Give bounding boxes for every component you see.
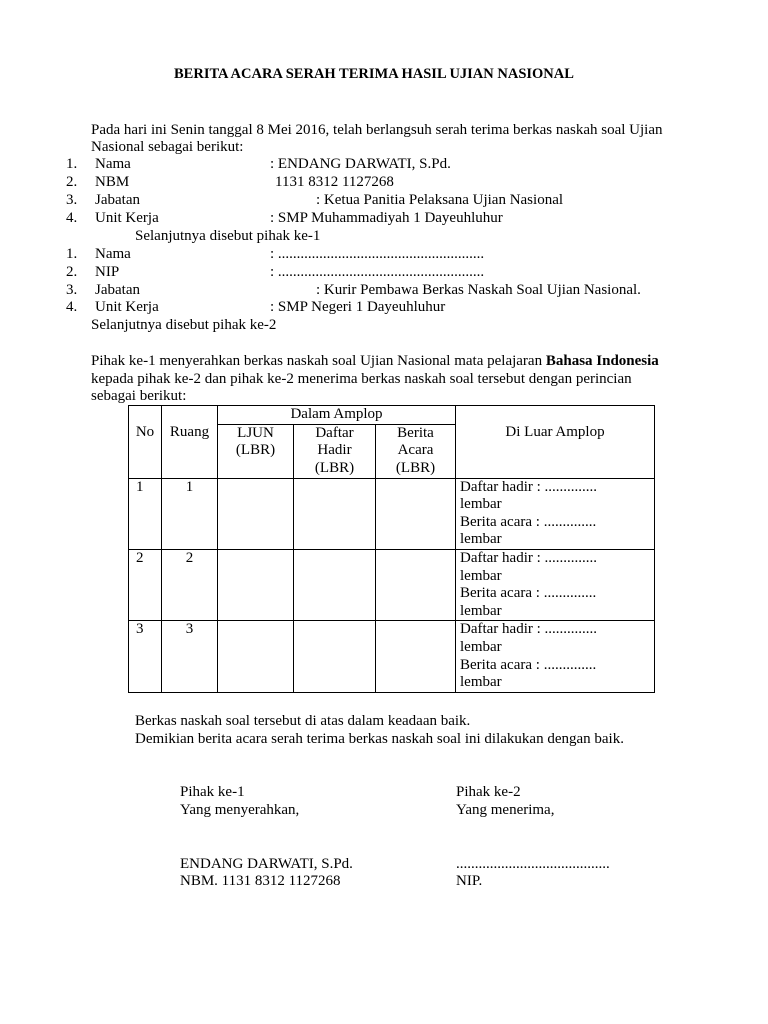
cell-ljun bbox=[218, 478, 294, 549]
field-value: : Ketua Panitia Pelaksana Ujian Nasional bbox=[316, 192, 564, 208]
header-berita-acara bbox=[376, 424, 456, 478]
field-value: : SMP Negeri 1 Dayeuhluhur bbox=[270, 299, 446, 315]
paragraph-text: Pihak ke-1 menyerahkan berkas naskah soal Ujian Nasional mata pelajaran bbox=[91, 353, 546, 369]
list-number: 4. bbox=[66, 210, 78, 226]
intro-line-2: Nasional sebagai berikut: bbox=[91, 139, 244, 155]
header-di-luar-amplop: Di Luar Amplop bbox=[456, 406, 655, 479]
signature-action: Yang menerima, bbox=[456, 802, 555, 818]
list-number: 3. bbox=[66, 192, 78, 208]
list-number: 2. bbox=[66, 174, 78, 190]
field-label: Nama bbox=[95, 156, 131, 172]
field-label: Jabatan bbox=[95, 282, 140, 298]
cell-daftar-hadir bbox=[294, 549, 376, 620]
header-berita-line: Berita bbox=[397, 424, 434, 441]
pihak2-closing: Selanjutnya disebut pihak ke-2 bbox=[91, 317, 277, 333]
signature-id: NIP. bbox=[456, 873, 483, 889]
luar-line: lembar bbox=[460, 567, 502, 584]
luar-line: Berita acara : .............. bbox=[460, 585, 597, 602]
subject-name: Bahasa Indonesia bbox=[545, 353, 659, 369]
signature-name: ENDANG DARWATI, S.Pd. bbox=[180, 856, 353, 872]
field-value: : Kurir Pembawa Berkas Naskah Soal Ujian Nasional. bbox=[316, 282, 641, 298]
field-label: Unit Kerja bbox=[95, 299, 159, 315]
cell-ljun bbox=[218, 549, 294, 620]
header-daftar-unit: (LBR) bbox=[314, 459, 355, 476]
list-number: 3. bbox=[66, 282, 78, 298]
header-ljun-line: LJUN bbox=[237, 424, 274, 441]
header-daftar-line: Daftar bbox=[315, 424, 354, 441]
cell-berita-acara bbox=[376, 549, 456, 620]
list-number: 1. bbox=[66, 156, 78, 172]
pihak1-closing: Selanjutnya disebut pihak ke-1 bbox=[135, 228, 321, 244]
cell-berita-acara bbox=[376, 621, 456, 692]
field-label: NBM bbox=[95, 174, 130, 190]
header-hadir-line: Hadir bbox=[317, 442, 352, 459]
cell-ljun bbox=[218, 621, 294, 692]
header-ljun bbox=[218, 424, 294, 478]
signature-role: Pihak ke-1 bbox=[180, 784, 245, 800]
field-value: : SMP Muhammadiyah 1 Dayeuhluhur bbox=[270, 210, 503, 226]
field-value: : ....................................................... bbox=[270, 264, 485, 280]
document-title: BERITA ACARA SERAH TERIMA HASIL UJIAN NASIONAL bbox=[174, 66, 574, 82]
list-number: 2. bbox=[66, 264, 78, 280]
list-number: 4. bbox=[66, 299, 78, 315]
signature-name-blank: ......................................... bbox=[456, 856, 610, 872]
table-row bbox=[129, 549, 655, 620]
luar-line: lembar bbox=[460, 674, 502, 691]
header-ljun-unit: (LBR) bbox=[235, 442, 276, 459]
table-header-row bbox=[129, 406, 655, 425]
list-number: 1. bbox=[66, 246, 78, 262]
header-daftar-hadir bbox=[294, 424, 376, 478]
cell-ruang: 3 bbox=[162, 621, 218, 692]
table-row bbox=[129, 621, 655, 692]
luar-line: lembar bbox=[460, 638, 502, 655]
header-acara-line: Acara bbox=[397, 442, 434, 459]
luar-line: Berita acara : .............. bbox=[460, 513, 597, 530]
cell-berita-acara bbox=[376, 478, 456, 549]
header-dalam-amplop: Dalam Amplop bbox=[218, 406, 456, 425]
luar-line: Daftar hadir : .............. bbox=[460, 478, 598, 495]
luar-line: lembar bbox=[460, 496, 502, 513]
cell-no: 3 bbox=[129, 621, 162, 692]
cell-ruang: 1 bbox=[162, 478, 218, 549]
cell-daftar-hadir bbox=[294, 478, 376, 549]
intro-line-1: Pada hari ini Senin tanggal 8 Mei 2016, telah berlangsuh serah terima berkas naskah soal Ujian bbox=[91, 122, 663, 138]
field-value: 1131 8312 1127268 bbox=[275, 174, 394, 190]
paragraph-line-3: sebagai berikut: bbox=[91, 388, 187, 404]
closing-line-1: Berkas naskah soal tersebut di atas dalam keadaan baik. bbox=[135, 713, 471, 729]
cell-no: 1 bbox=[129, 478, 162, 549]
cell-di-luar-amplop bbox=[456, 549, 655, 620]
luar-line: Daftar hadir : .............. bbox=[460, 549, 598, 566]
signature-action: Yang menyerahkan, bbox=[180, 802, 300, 818]
luar-line: Daftar hadir : .............. bbox=[460, 621, 598, 638]
header-no: No bbox=[129, 406, 162, 479]
field-label: NIP bbox=[95, 264, 120, 280]
amplop-table bbox=[128, 405, 655, 693]
signature-role: Pihak ke-2 bbox=[456, 784, 521, 800]
cell-ruang: 2 bbox=[162, 549, 218, 620]
field-label: Nama bbox=[95, 246, 131, 262]
cell-di-luar-amplop bbox=[456, 621, 655, 692]
header-ruang: Ruang bbox=[162, 406, 218, 479]
luar-line: Berita acara : .............. bbox=[460, 656, 597, 673]
signature-id: NBM. 1131 8312 1127268 bbox=[180, 873, 341, 889]
field-value: : ....................................................... bbox=[270, 246, 485, 262]
field-value: : ENDANG DARWATI, S.Pd. bbox=[270, 156, 451, 172]
luar-line: lembar bbox=[460, 531, 502, 548]
paragraph-line-2: kepada pihak ke-2 dan pihak ke-2 menerima berkas naskah soal tersebut dengan perincian bbox=[91, 371, 632, 387]
closing-line-2: Demikian berita acara serah terima berkas naskah soal ini dilakukan dengan baik. bbox=[135, 731, 624, 747]
luar-line: lembar bbox=[460, 602, 502, 619]
field-label: Unit Kerja bbox=[95, 210, 159, 226]
table-row bbox=[129, 478, 655, 549]
cell-daftar-hadir bbox=[294, 621, 376, 692]
paragraph-line-1 bbox=[91, 353, 659, 371]
cell-no: 2 bbox=[129, 549, 162, 620]
cell-di-luar-amplop bbox=[456, 478, 655, 549]
header-berita-unit: (LBR) bbox=[395, 459, 436, 476]
field-label: Jabatan bbox=[95, 192, 140, 208]
